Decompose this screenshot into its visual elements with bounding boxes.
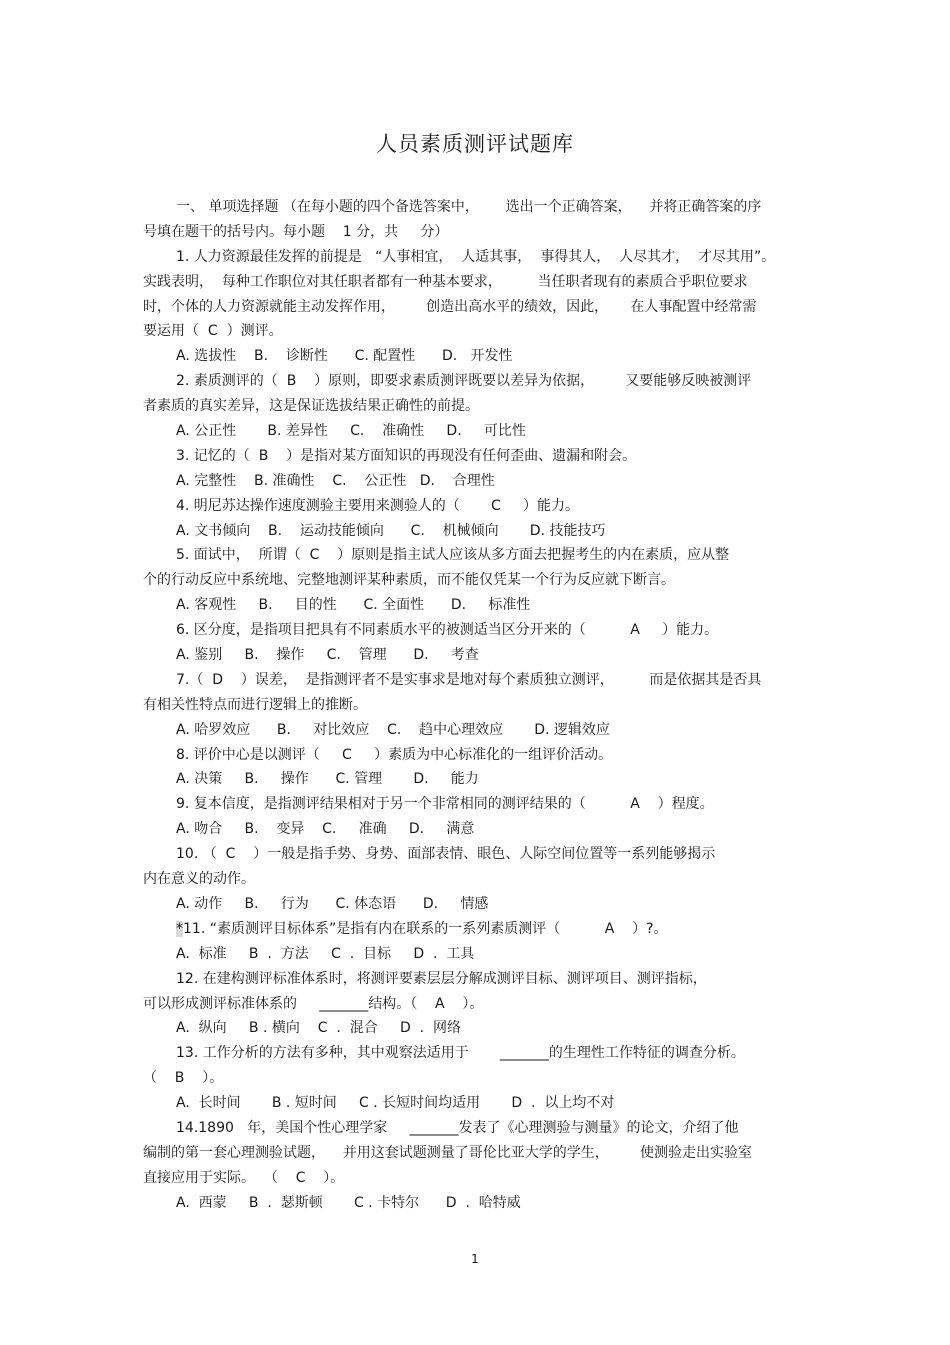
text-line [143,245,813,270]
line-text: A. 西蒙 B . 瑟斯顿 C . 卡特尔 D . 哈特威 [176,1194,521,1211]
line-text: 5. 面试中， 所谓（ C ）原则是指主试人应该从多方面去把握考生的内在素质，应从整 [176,547,730,564]
line-text: 6. 区分度，是指项目把具有不同素质水平的被测适当区分开来的（ A ）能力。 [176,622,719,639]
text-line [143,568,813,593]
text-line [143,469,813,494]
line-text: 9. 复本信度，是指测评结果相对于另一个非常相同的测评结果的（ A ）程度。 [176,796,714,813]
line-text: 实践表明， 每种工作职位对其任职者都有一种基本要求， 当任职者现有的素质合乎职位要求 [143,273,748,290]
text-line [143,618,813,643]
text-line [143,195,813,220]
line-text: 要运用（ C ）测评。 [143,323,283,340]
text-line [143,295,813,320]
line-text: 者素质的真实差异，这是保证选拔结果正确性的前提。 [143,398,479,415]
page-title: 人员素质测评试题库 [376,132,574,156]
line-text: A. 长时间 B . 短时间 C . 长短时间均适用 D . 以上均不对 [176,1095,615,1112]
line-text: 直接应用于实际。 （ C ）。 [143,1169,345,1186]
line-text: A. 决策 B. 操作 C. 管理 D. 能力 [176,771,479,788]
text-line [143,543,813,568]
text-line [143,867,813,892]
text-line [143,394,813,419]
text-line [143,817,813,842]
text-line [143,319,813,344]
line-text: 12. 在建构测评标准体系时，将测评要素层层分解成测评目标、测评项目、测评指标， [176,970,707,987]
line-text: 时，个体的人力资源就能主动发挥作用， 创造出高水平的绩效，因此， 在人事配置中经常需 [143,298,757,315]
line-text: 7.（ D ）误差， 是指测评者不是实事求是地对每个素质独立测评， 而是依据其是否具 [176,671,762,688]
line-text: A. 选拔性 B. 诊断性 C. 配置性 D. 开发性 [176,348,513,365]
text-line [143,767,813,792]
line-text: 14.1890 年，美国个性心理学家 _______发表了《心理测验与测量》的论文，介绍了他 [176,1119,739,1136]
text-line [143,419,813,444]
line-text: 13. 工作分析的方法有多种，其中观察法适用于 _______的生理性工作特征的调查分析。 [176,1045,745,1062]
page-number: 1 [471,1252,479,1266]
line-text: 2. 素质测评的（ B ）原则，即要求素质测评既要以差异为依据， 又要能够反映被测评 [176,373,752,390]
text-line [143,270,813,295]
text-line [143,444,813,469]
text-line [143,668,813,693]
text-line [143,967,813,992]
line-text: A. 吻合 B. 变异 C. 准确 D. 满意 [176,821,475,838]
text-line [143,519,813,544]
text-line [143,942,813,967]
text-line [143,593,813,618]
line-text: （ B ）。 [143,1070,224,1087]
text-line [143,1091,813,1116]
line-text: A. 鉴别 B. 操作 C. 管理 D. 考查 [176,647,479,664]
text-line [143,1041,813,1066]
text-line [143,992,813,1017]
line-text: 个的行动反应中系统地、完整地测评某种素质，而不能仅凭某一个行为反应就下断言。 [143,572,675,589]
text-line [143,1141,813,1166]
text-line [143,1066,813,1091]
text-line [143,494,813,519]
line-text: 有相关性特点而进行逻辑上的推断。 [143,696,367,713]
line-text: 可以形成测评标准体系的 _______结构。（ A ）。 [143,995,484,1012]
line-text: 编制的第一套心理测验试题， 并用这套试题测量了哥伦比亚大学的学生， 使测验走出实验室 [143,1144,752,1161]
asterisk-mark: * [176,920,183,937]
line-text: 内在意义的动作。 [143,871,255,888]
text-line [143,643,813,668]
text-line [143,1191,813,1216]
text-line [143,718,813,743]
text-line [143,1116,813,1141]
line-text: A. 客观性 B. 目的性 C. 全面性 D. 标准性 [176,597,531,614]
line-text: 一、 单项选择题 （在每小题的四个备选答案中， 选出一个正确答案， 并将正确答案的序 [176,199,762,215]
document-body [143,195,813,1216]
line-text: 4. 明尼苏达操作速度测验主要用来测验人的（ C ）能力。 [176,497,579,514]
text-line [143,917,813,942]
text-line [143,344,813,369]
line-text: 11. “素质测评目标体系”是指有内在联系的一系列素质测评（ A ）?。 [183,920,668,937]
text-line [143,693,813,718]
text-line [143,1016,813,1041]
text-line [143,220,813,245]
line-text: A. 动作 B. 行为 C. 体态语 D. 情感 [176,895,489,912]
line-text: 号填在题干的括号内。每小题 1 分，共 分） [143,223,449,240]
line-text: A. 公正性 B. 差异性 C. 准确性 D. 可比性 [176,423,526,440]
line-text: A. 文书倾向 B. 运动技能倾向 C. 机械倾向 D. 技能技巧 [176,522,606,539]
line-text: 10. （ C ）一般是指手势、身势、面部表情、眼色、人际空间位置等一系列能够揭示 [176,846,716,863]
line-text: 8. 评价中心是以测评（ C ）素质为中心标准化的一组评价活动。 [176,746,613,763]
text-line [143,369,813,394]
text-line [143,1166,813,1191]
text-line [143,792,813,817]
text-line [143,743,813,768]
line-text: 1. 人力资源最佳发挥的前提是 “人事相宜， 人适其事， 事得其人， 人尽其才， 才尽其用”。 [176,248,776,265]
text-line [143,842,813,867]
line-text: A. 哈罗效应 B. 对比效应 C. 趋中心理效应 D. 逻辑效应 [176,721,610,738]
line-text: A. 标准 B . 方法 C . 目标 D . 工具 [176,945,475,962]
line-text: A. 纵向 B . 横向 C . 混合 D . 网络 [176,1020,461,1037]
text-line [143,892,813,917]
line-text: A. 完整性 B. 准确性 C. 公正性 D. 合理性 [176,472,495,489]
line-text: 3. 记忆的（ B ）是指对某方面知识的再现没有任何歪曲、遗漏和附会。 [176,447,637,464]
